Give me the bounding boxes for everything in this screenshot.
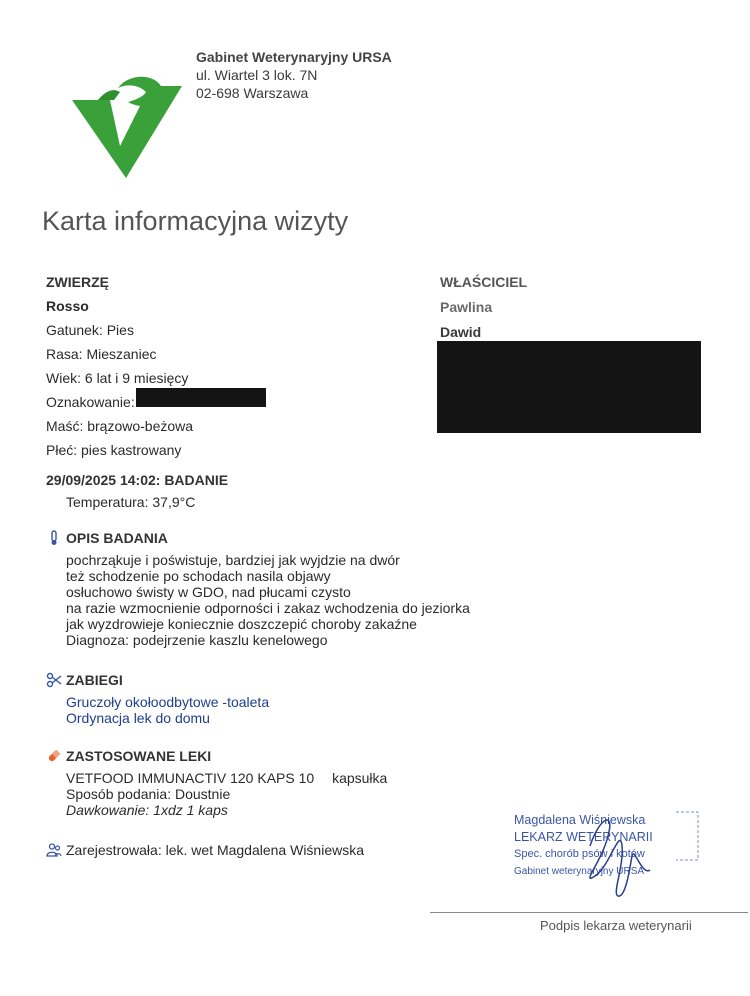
breed: Rasa: Mieszaniec [46,346,157,362]
visit-section [46,472,228,510]
procedures-section [46,672,269,726]
procedure-item: Ordynacja lek do domu [66,710,210,726]
medicine-unit: kapsułka [332,770,388,786]
temperature: Temperatura: 37,9°C [66,494,196,510]
animal-heading: ZWIERZĘ [46,274,109,290]
exam-line: jak wyzdrowieje koniecznie doszczepić choroby zakaźne [66,616,417,632]
stamp-line2: LEKARZ WETERYNARII [514,830,653,844]
pet-name: Rosso [46,298,89,314]
stamp-frame [672,808,702,864]
exam-lines [66,552,470,648]
page-title: Karta informacyjna wizyty [42,206,349,236]
owner-heading: WŁAŚCICIEL [440,274,528,290]
medicine-dosage: Dawkowanie: 1xdz 1 kaps [66,802,228,818]
diagnosis: Diagnoza: podejrzenie kaszlu kenelowego [66,632,328,648]
users-icon [46,842,62,858]
species: Gatunek: Pies [46,322,134,338]
scissors-icon [46,672,62,688]
exam-heading: OPIS BADANIA [66,530,168,546]
owner-last-name: Dawid [440,324,482,340]
sex: Płeć: pies kastrowany [46,442,182,458]
medicine-route: Sposób podania: Doustnie [66,786,231,802]
procedures-heading: ZABIEGI [66,672,123,688]
exam-line: osłuchowo świsty w GDO, nad płucami czysto [66,584,351,600]
animal-section [46,270,193,462]
clinic-logo [70,66,186,182]
procedure-lines [66,694,269,726]
exam-line: pochrząkuje i poświstuje, bardziej jak wyjdzie na dwór [66,552,400,568]
marking-redaction [136,388,266,407]
exam-line: na razie wzmocnienie odporności i zakaz wchodzenia do jeziorka [66,600,470,616]
stamp-line4: Gabinet weterynaryjny URSA [514,866,645,877]
signature-label: Podpis lekarza weterynarii [540,918,692,933]
clinic-name: Gabinet Weterynaryjny URSA [196,49,392,65]
procedure-item: Gruczoły okołoodbytowe -toaleta [66,694,270,710]
clinic-address-line1: ul. Wiartel 3 lok. 7N [196,67,318,83]
handwritten-signature [560,806,670,902]
marking-label: Oznakowanie: [46,394,135,410]
exam-section [46,530,470,648]
exam-line: też schodzenie po schodach nasila objawy [66,568,331,584]
stamp-line3: Spec. chorób psów i kotów [514,848,645,860]
visit-header: 29/09/2025 14:02: BADANIE [46,472,229,488]
pill-icon [46,748,62,764]
thermometer-icon [46,530,62,546]
coat: Maść: brązowo-beżowa [46,418,194,434]
owner-section [440,270,527,345]
stamp-line1: Magdalena Wiśniewska [514,813,646,827]
clinic-info [196,48,392,102]
owner-redaction [437,341,701,433]
owner-first-name: Pawlina [440,299,493,315]
medicine-row [66,770,387,786]
registered-by: Zarejestrowała: lek. wet Magdalena Wiśniewska [66,842,365,858]
medicine-details [66,770,387,818]
age: Wiek: 6 lat i 9 miesięcy [46,370,189,386]
signature-line [430,912,748,913]
medicines-section [46,748,387,818]
medicines-heading: ZASTOSOWANE LEKI [66,748,212,764]
medicine-name: VETFOOD IMMUNACTIV 120 KAPS 10 [66,770,315,786]
registered-by-row [46,842,364,858]
clinic-address-line2: 02-698 Warszawa [196,85,309,101]
